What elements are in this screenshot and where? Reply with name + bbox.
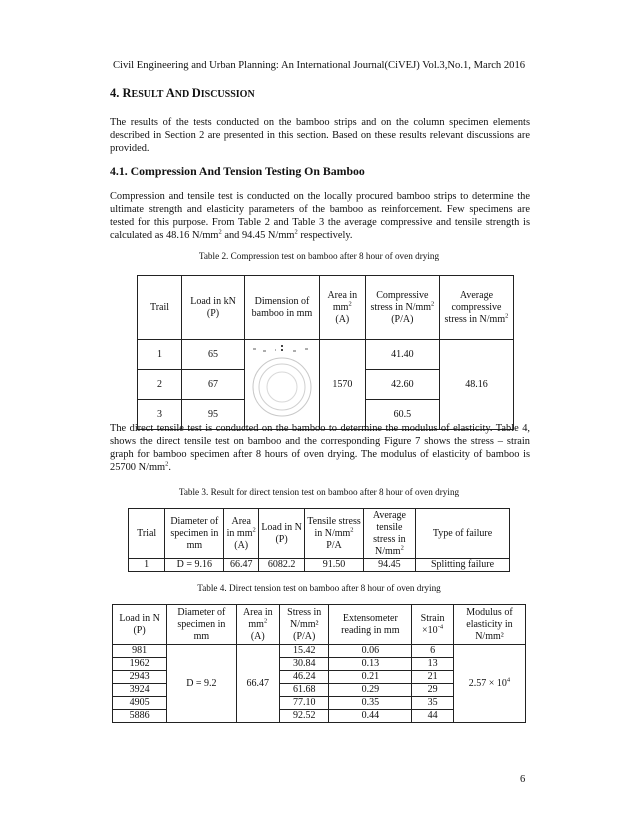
header-cell: Load in N (P) xyxy=(258,509,304,559)
table-cell: 67 xyxy=(181,370,244,400)
section-4-heading xyxy=(110,86,530,101)
table-4-direct-tension xyxy=(112,604,526,723)
header-cell: Diameter of specimen in mm xyxy=(165,509,224,559)
page-number: 6 xyxy=(520,774,526,785)
table-3-tension-result xyxy=(128,508,510,572)
header-cell: Area in $mm^2$ (A) xyxy=(236,605,279,645)
table-cell: 2943 xyxy=(113,671,167,684)
header-cell: Trail xyxy=(138,276,182,340)
table-cell: 0.35 xyxy=(329,697,412,710)
table-header-row xyxy=(113,605,526,645)
section-4-1-heading: 4.1. Compression And Tension Testing On Bamboo xyxy=(110,164,365,178)
header-cell: Area in $mm^2$ (A) xyxy=(319,276,365,340)
average-cell: 48.16 xyxy=(439,340,513,430)
table-cell: 6082.2 xyxy=(258,559,304,572)
header-cell: Stress in N/mm² (P/A) xyxy=(280,605,329,645)
table-cell: 30.84 xyxy=(280,658,329,671)
table-cell: 4905 xyxy=(113,697,167,710)
table-header-row xyxy=(138,276,514,340)
section-number: 4. xyxy=(110,86,123,100)
table-cell: 2 xyxy=(138,370,182,400)
table-cell: 21 xyxy=(412,671,454,684)
heading-letter: D xyxy=(191,86,201,100)
table-cell: 0.29 xyxy=(329,684,412,697)
header-cell: Average compressive stress in $N/mm^2$ xyxy=(439,276,513,340)
table-cell: 29 xyxy=(412,684,454,697)
table-cell: 15.42 xyxy=(280,645,329,658)
table-cell: 0.13 xyxy=(329,658,412,671)
header-cell: Modulus of elasticity in N/mm² xyxy=(453,605,525,645)
table-cell: 1 xyxy=(129,559,165,572)
table-cell: 44 xyxy=(412,710,454,723)
area-cell: 66.47 xyxy=(236,645,279,723)
table-cell: 35 xyxy=(412,697,454,710)
table-cell: 92.52 xyxy=(280,710,329,723)
header-cell: Type of failure xyxy=(416,509,510,559)
heading-smallcaps: ND xyxy=(174,89,192,100)
heading-smallcaps: ESULT xyxy=(131,89,166,100)
table-cell: 13 xyxy=(412,658,454,671)
table-cell: 41.40 xyxy=(365,340,439,370)
table-cell: 60.5 xyxy=(365,400,439,430)
header-cell: Area in $mm^2$ (A) xyxy=(224,509,259,559)
paragraph-compression-tension: Compression and tensile test is conducted on the locally procured bamboo strips to determine the ultimate strength and elasticity parameters of the bamboo as reinforcement. Few specimens are tested for this purpose. From Table 2 and Table 3 the average compressive and tensile strength is calculated as 48.16 $N/mm^2$ and 94.45 $N/mm^2$ respectively. xyxy=(110,191,530,241)
table-cell: 0.44 xyxy=(329,710,412,723)
header-cell: Average tensile stress in $N/mm^2$ xyxy=(363,509,415,559)
table-header-row xyxy=(129,509,510,559)
table-cell: 3924 xyxy=(113,684,167,697)
table-cell: Splitting failure xyxy=(416,559,510,572)
bamboo-cross-section-figure xyxy=(249,341,315,425)
paragraph-direct-tensile: The direct tensile test is conducted on the bamboo to determine the modulus of elasticity. Table 4, shows the direct tensile test on bamboo and the corresponding Figure 7 shows the stress – strain graph for bamboo specimen after 8 hours of oven drying. The modulus of elasticity of bamboo is 25700 $N/mm^2$. xyxy=(110,423,530,473)
header-cell: Extensometer reading in mm xyxy=(329,605,412,645)
header-cell: Dimension of bamboo in mm xyxy=(245,276,320,340)
table-cell: D = 9.16 xyxy=(165,559,224,572)
table-cell: 46.24 xyxy=(280,671,329,684)
table-row xyxy=(138,340,514,370)
header-cell: Load in N (P) xyxy=(113,605,167,645)
table-cell: 1 xyxy=(138,340,182,370)
header-cell: Compressive stress in $N/mm^2$ (P/A) xyxy=(365,276,439,340)
table-cell: 0.06 xyxy=(329,645,412,658)
table-3-caption: Table 3. Result for direct tension test on bamboo after 8 hour of oven drying xyxy=(178,487,460,497)
heading-smallcaps: ISCUSSION xyxy=(200,89,255,100)
paragraph-results-intro: The results of the tests conducted on the bamboo strips and on the column specimen elements described in Section 2 are presented in this section. Based on these results relevant discussions are provided. xyxy=(110,117,530,154)
area-cell: 1570 xyxy=(319,340,365,430)
table-row xyxy=(113,645,526,658)
bamboo-cross-section-cell xyxy=(245,340,320,430)
table-2-compression xyxy=(137,275,514,430)
header-cell: Tensile stress in $N/mm^2$ P/A xyxy=(305,509,364,559)
table-cell: 5886 xyxy=(113,710,167,723)
table-2-caption: Table 2. Compression test on bamboo after 8 hour of oven drying xyxy=(198,251,440,261)
table-row xyxy=(129,559,510,572)
header-cell: Strain $\times 10^{-4}$ xyxy=(412,605,454,645)
table-cell: 3 xyxy=(138,400,182,430)
table-cell: 981 xyxy=(113,645,167,658)
table-cell: 6 xyxy=(412,645,454,658)
header-cell: Load in kN (P) xyxy=(181,276,244,340)
journal-header: Civil Engineering and Urban Planning: An International Journal(CiVEJ) Vol.3,No.1, March 2016 xyxy=(112,60,526,71)
table-cell: 0.21 xyxy=(329,671,412,684)
header-cell: Diameter of specimen in mm xyxy=(167,605,236,645)
header-cell: Trial xyxy=(129,509,165,559)
table-cell: 65 xyxy=(181,340,244,370)
diameter-cell: D = 9.2 xyxy=(167,645,236,723)
table-cell: 1962 xyxy=(113,658,167,671)
table-cell: 94.45 xyxy=(363,559,415,572)
heading-letter: R xyxy=(122,86,132,100)
table-cell: 91.50 xyxy=(305,559,364,572)
table-cell: 61.68 xyxy=(280,684,329,697)
table-4-caption: Table 4. Direct tension test on bamboo after 8 hour of oven drying xyxy=(197,583,441,593)
heading-letter: A xyxy=(165,86,175,100)
table-cell: 66.47 xyxy=(224,559,259,572)
modulus-cell: $2.57 \times 10^4$ xyxy=(453,645,525,723)
table-cell: 42.60 xyxy=(365,370,439,400)
table-cell: 77.10 xyxy=(280,697,329,710)
table-cell: 95 xyxy=(181,400,244,430)
